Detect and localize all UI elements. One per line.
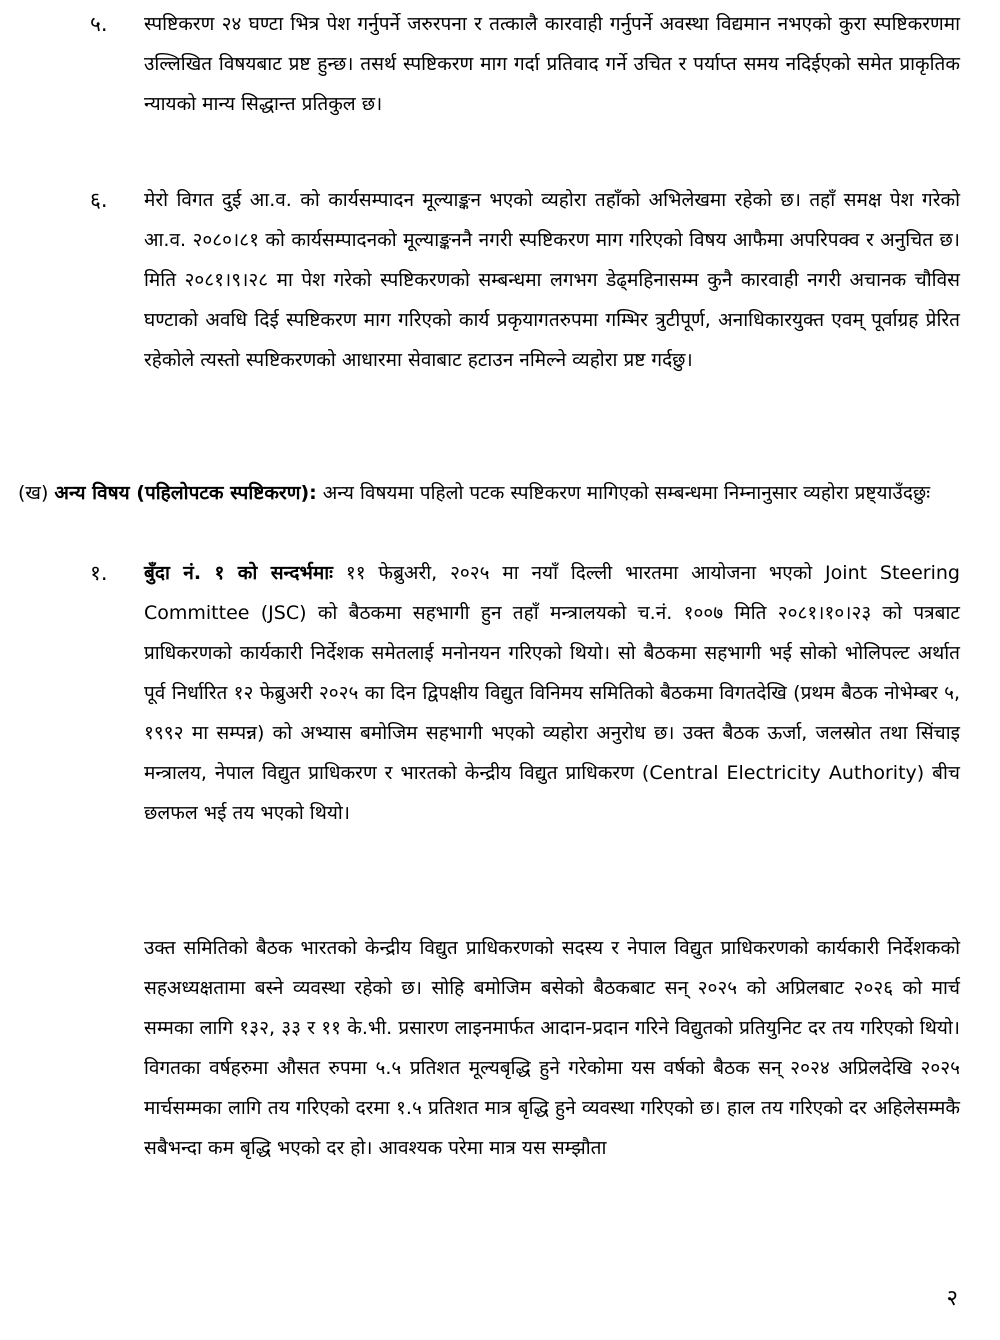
item-text: स्पष्टिकरण २४ घण्टा भित्र पेश गर्नुपर्ने जरुरपना र तत्कालै कारवाही गर्नुपर्ने अवस्था विद्यमान नभएको कुरा स्पष्टिकरणमा उल्लिखित विषयबाट प्रष्ट हुन्छ। तसर्थ स्पष्टिकरण माग गर्दा प्रतिवाद गर्ने उचित र पर्याप्त समय नदिईएको समेत प्राकृतिक न्यायको मान्य सिद्धान्त प्रतिकुल छ। bbox=[144, 13, 960, 115]
section-prefix: (ख) bbox=[18, 482, 49, 504]
paragraph-item-6 bbox=[90, 180, 960, 380]
paragraph-point-1 bbox=[90, 553, 960, 833]
section-intro: अन्य विषयमा पहिलो पटक स्पष्टिकरण मागिएको सम्बन्धमा निम्नानुसार व्यहोरा प्रष्ट्याउँदछुः bbox=[322, 482, 931, 504]
paragraph-item-5 bbox=[90, 4, 960, 124]
continuation-paragraph: उक्त समितिको बैठक भारतको केन्द्रीय विद्युत प्राधिकरणको सदस्य र नेपाल विद्युत प्राधिकरणको कार्यकारी निर्देशकको सहअध्यक्षतामा बस्ने व्यवस्था रहेको छ। सोहि बमोजिम बसेको बैठकबाट सन् २०२५ को अप्रिलबाट २०२६ को मार्च सम्मका लागि १३२, ३३ र ११ के.भी. प्रसारण लाइनमार्फत आदान-प्रदान गरिने विद्युतको प्रतियुनिट दर तय गरिएको थियो। विगतका वर्षहरुमा औसत रुपमा ५.५ प्रतिशत मूल्यबृद्धि हुने गरेकोमा यस वर्षको बैठक सन् २०२४ अप्रिलदेखि २०२५ मार्चसम्मका लागि तय गरिएको दरमा १.५ प्रतिशत मात्र बृद्धि हुने व्यवस्था गरिएको छ। हाल तय गरिएको दर अहिलेसम्मकै सबैभन्दा कम बृद्धि भएको दर हो। आवश्यक परेमा मात्र यस सम्झौता bbox=[144, 937, 960, 1159]
item-number: ५. bbox=[90, 12, 108, 36]
page-number: २ bbox=[946, 1286, 958, 1311]
point-number: १. bbox=[90, 561, 108, 585]
point-heading: बुँदा नं. १ को सन्दर्भमाः bbox=[144, 562, 333, 584]
point-body: ११ फेब्रुअरी, २०२५ मा नयाँ दिल्ली भारतमा आयोजना भएको Joint Steering Committee (JSC) को बैठकमा सहभागी हुन तहाँ मन्त्रालयको च.नं. १००७ मिति २०८१।१०।२३ को पत्रबाट प्राधिकरणको कार्यकारी निर्देशक समेतलाई मनोनयन गरिएको थियो। सो बैठकमा सहभागी भई सोको भोलिपल्ट अर्थात पूर्व निर्धारित १२ फेब्रुअरी २०२५ का दिन द्विपक्षीय विद्युत विनिमय समितिको बैठकमा विगतदेखि (प्रथम बैठक नोभेम्बर ५, १९९२ मा सम्पन्न) को अभ्यास बमोजिम सहभागी भएको व्यहोरा अनुरोध छ। उक्त बैठक ऊर्जा, जलस्रोत तथा सिंचाइ मन्त्रालय, नेपाल विद्युत प्राधिकरण र भारतको केन्द्रीय विद्युत प्राधिकरण (Central Electricity Authority) बीच छलफल भई तय भएको थियो। bbox=[144, 562, 960, 824]
point-text bbox=[144, 553, 960, 833]
item-number: ६. bbox=[90, 188, 108, 212]
section-title: अन्य विषय (पहिलोपटक स्पष्टिकरण): bbox=[54, 482, 317, 504]
item-text: मेरो विगत दुई आ.व. को कार्यसम्पादन मूल्याङ्कन भएको व्यहोरा तहाँको अभिलेखमा रहेको छ। तहाँ समक्ष पेश गरेको आ.व. २०८०।८१ को कार्यसम्पादनको मूल्याङ्कननै नगरी स्पष्टिकरण माग गरिएको विषय आफैमा अपरिपक्व र अनुचित छ। मिति २०८१।९।२८ मा पेश गरेको स्पष्टिकरणको सम्बन्धमा लगभग डेढ्महिनासम्म कुनै कारवाही नगरी अचानक चौविस घण्टाको अवधि दिई स्पष्टिकरण माग गरिएको कार्य प्रकृयागतरुपमा गम्भिर त्रुटीपूर्ण, अनाधिकारयुक्त एवम् पूर्वाग्रह प्रेरित रहेकोले त्यस्तो स्पष्टिकरणको आधारमा सेवाबाट हटाउन नमिल्ने व्यहोरा प्रष्ट गर्दछु। bbox=[144, 189, 960, 371]
section-b-heading bbox=[18, 473, 960, 513]
